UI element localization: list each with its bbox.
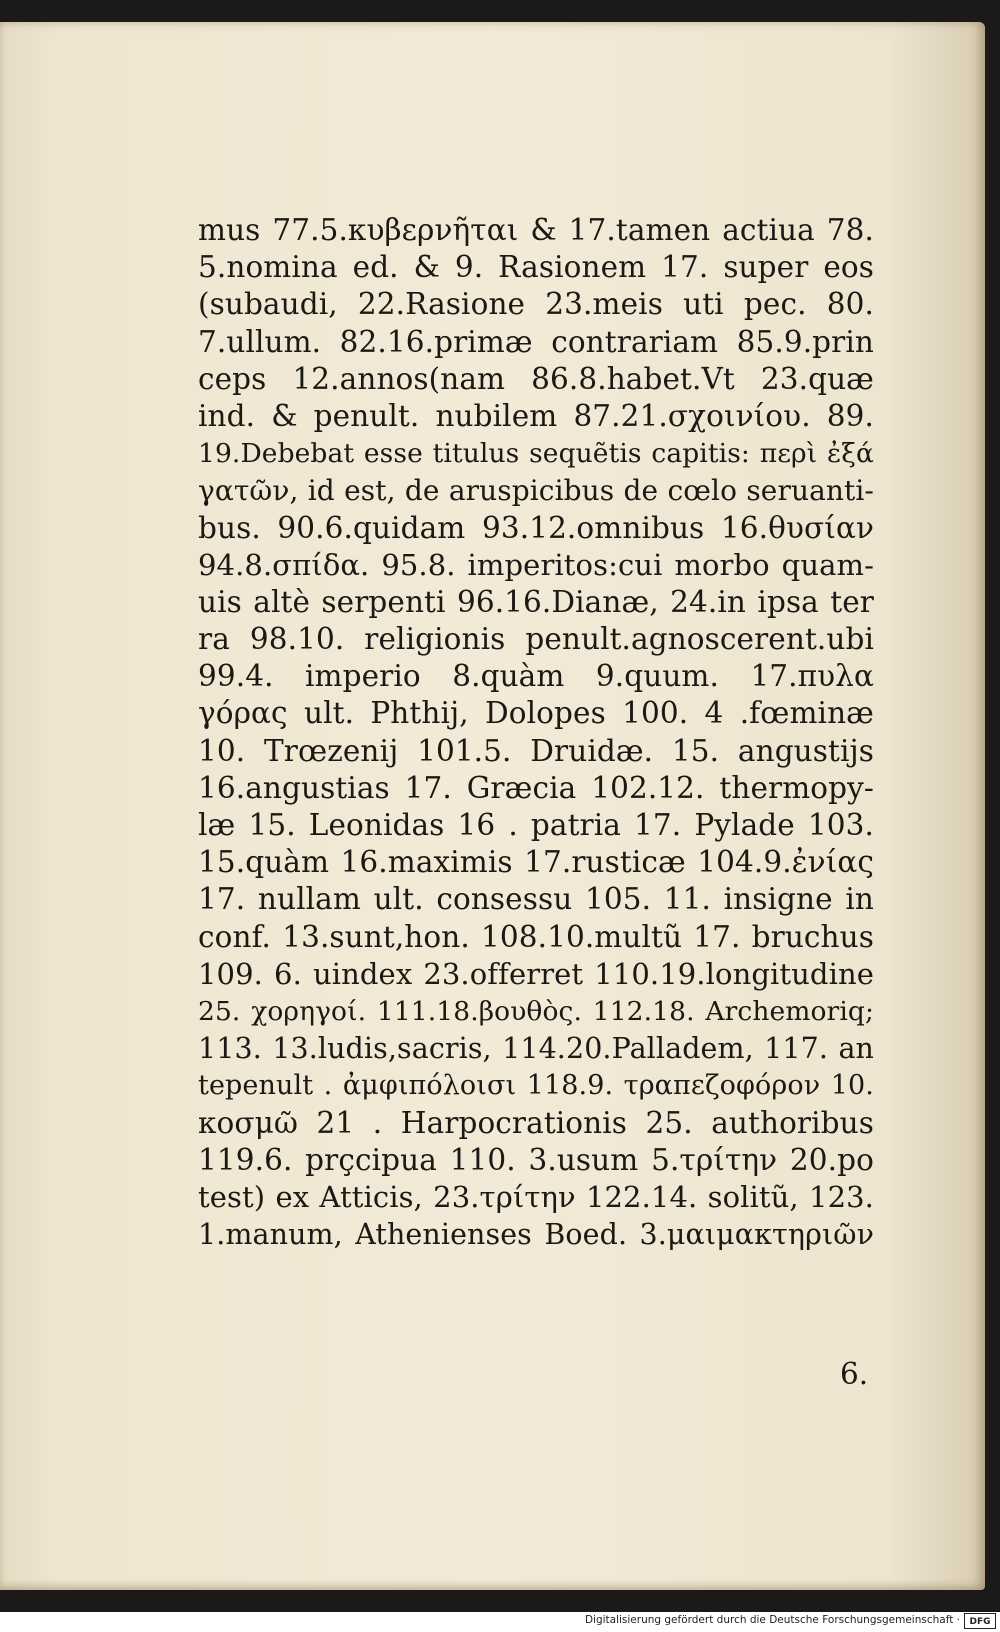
text-line-27: test) ex Atticis, 23.τρίτην 122.14. solitũ, 123. [198,1179,874,1214]
funding-credit: Digitalisierung gefördert durch die Deutsche Forschungsgemeinschaft · [584,1614,960,1626]
text-line-22: 25. χορηγοί. 111.18.βουθὸς. 112.18. Archemoriq; [198,995,874,1027]
catchword: 6. [840,1357,869,1391]
text-line-25: κοσμῶ 21 . Harpocrationis 25. authoribus [198,1105,874,1140]
text-line-20: conf. 13.sunt,hon. 108.10.multũ 17. bruchus [198,919,874,954]
text-line-7: 19.Debebat esse titulus sequẽtis capitis: περὶ ἐξά [198,438,874,470]
text-line-4: 7.ullum. 82.16.primæ contrariam 85.9.prin [198,324,874,359]
text-line-23: 113. 13.ludis,sacris, 114.20.Palladem, 117. an [198,1032,874,1066]
text-line-17: læ 15. Leonidas 16 . patria 17. Pylade 103. [198,808,874,842]
text-line-1: mus 77.5.κυβερνῆται & 17.tamen actiua 78. [198,213,874,247]
text-line-5: ceps 12.annos(nam 86.8.habet.Vt 23.quæ [198,361,874,396]
text-line-6: ind. & penult. nubilem 87.21.σχοινίου. 89. [198,398,874,433]
text-line-14: γόρας ult. Phthij, Dolopes 100. 4 .fœminæ [198,696,874,731]
text-line-11: uis altè serpenti 96.16.Dianæ, 24.in ipsa ter [198,584,874,619]
text-line-3: (subaudi, 22.Rasione 23.meis uti pec. 80. [198,287,874,322]
text-line-16: 16.angustias 17. Græcia 102.12. thermopy- [198,770,874,805]
dfg-logo-icon: DFG [964,1613,996,1629]
footer-bar [0,1612,1000,1632]
text-line-26: 119.6. prçcipua 110. 3.usum 5.τρίτην 20.po [198,1142,874,1177]
text-line-2: 5.nomina ed. & 9. Rasionem 17. super eos [198,250,874,285]
page-text [198,212,874,1253]
text-line-19: 17. nullam ult. consessu 105. 11. insigne in [198,882,874,917]
text-line-12: ra 98.10. religionis penult.agnoscerent.ubi [198,622,874,657]
text-line-18: 15.quàm 16.maximis 17.rusticæ 104.9.ἐνίας [198,845,874,880]
text-line-13: 99.4. imperio 8.quàm 9.quum. 17.πυλα [198,659,874,694]
text-line-10: 94.8.σπίδα. 95.8. imperitos:cui morbo quam- [198,547,874,582]
text-line-24: tepenult . ἀμφιπόλοισι 118.9. τραπεζοφόρον 10. [198,1070,874,1102]
text-line-8: γατῶν, id est, de aruspicibus de cœlo seruanti- [198,474,874,508]
text-line-21: 109. 6. uindex 23.offerret 110.19.longitudine [198,956,874,991]
book-page [0,22,985,1590]
text-line-15: 10. Trœzenij 101.5. Druidæ. 15. angustijs [198,733,874,768]
text-line-28: 1.manum, Athenienses Boed. 3.μαιμακτηριῶν [198,1218,874,1252]
text-line-9: bus. 90.6.quidam 93.12.omnibus 16.θυσίαν [198,510,874,545]
